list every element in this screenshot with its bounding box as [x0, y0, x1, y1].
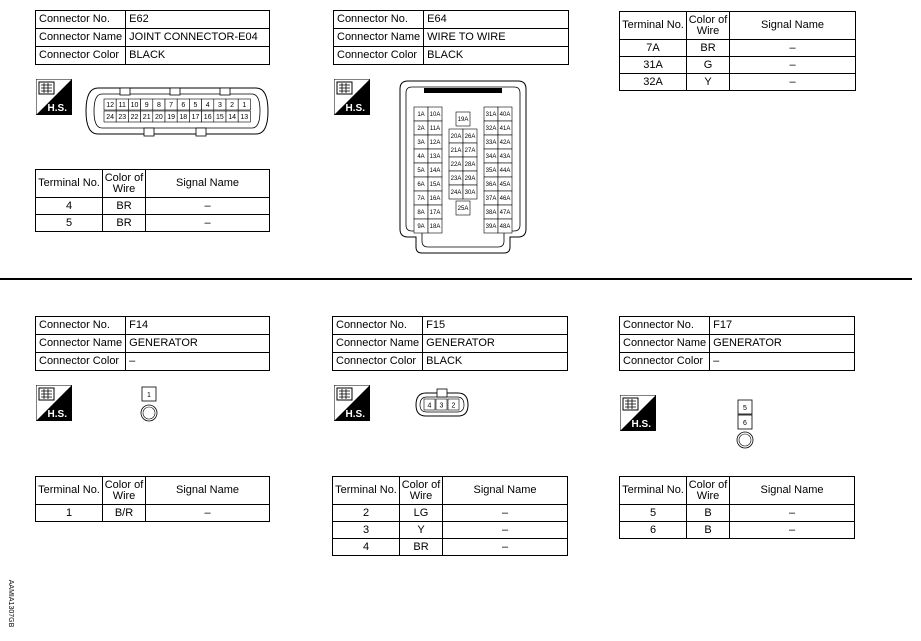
header-color-of-wire: Color of Wire	[400, 477, 443, 505]
pin-label: 21A	[450, 148, 462, 155]
hs-label: H.S.	[47, 409, 67, 420]
header-color-of-wire: Color of Wire	[687, 12, 730, 40]
pin-label: 3A	[417, 140, 425, 147]
pin-label: 21	[142, 114, 151, 122]
header-terminal-no: Terminal No.	[333, 477, 400, 505]
header-terminal-no: Terminal No.	[620, 477, 687, 505]
pin-label: 45A	[499, 182, 511, 189]
label-connector-color: Connector Color	[620, 353, 710, 371]
connector-no-value: E64	[424, 11, 569, 29]
terminal-table-f17	[619, 476, 855, 539]
label-connector-no: Connector No.	[333, 317, 423, 335]
pin-label: 7A	[417, 196, 425, 203]
pin-label: 16A	[429, 196, 441, 203]
pin-label: 6A	[417, 182, 425, 189]
header-signal-name: Signal Name	[146, 477, 270, 505]
connector-name-value: JOINT CONNECTOR-E04	[126, 29, 270, 47]
pin-label: 40A	[499, 112, 511, 119]
pin-label: 6	[181, 102, 186, 110]
pin-label: 34A	[485, 154, 497, 161]
pin-label: 1	[147, 392, 151, 399]
pin-label: 9A	[417, 224, 425, 231]
pin-label: 10A	[429, 112, 441, 119]
pin-label: 8A	[417, 210, 425, 217]
pin-label: 16	[203, 114, 212, 122]
connector-info-e64	[333, 10, 569, 65]
terminal-table-f15	[332, 476, 568, 556]
pin-label: 47A	[499, 210, 511, 217]
pin-label: 38A	[485, 210, 497, 217]
table-row: 3 Y –	[333, 522, 568, 539]
pin-label: 17	[191, 114, 200, 122]
pin-label: 44A	[499, 168, 511, 175]
pin-label: 24A	[450, 190, 462, 197]
table-row: 7A BR –	[620, 40, 856, 57]
pin-label: 19A	[457, 117, 469, 124]
pin-label: 25A	[457, 206, 469, 213]
pin-label: 23	[118, 114, 127, 122]
table-row: 4 BR –	[333, 539, 568, 556]
pin-label: 32A	[485, 126, 497, 133]
connector-no-value: F17	[710, 317, 855, 335]
connector-color-value: BLACK	[424, 47, 569, 65]
connector-name-value: GENERATOR	[423, 335, 568, 353]
hs-icon	[334, 385, 370, 421]
label-connector-no: Connector No.	[620, 317, 710, 335]
pin-label: 22	[130, 114, 139, 122]
pin-label: 48A	[499, 224, 511, 231]
terminal-table-e62	[35, 169, 270, 232]
pin-label: 2	[230, 102, 235, 110]
header-signal-name: Signal Name	[730, 477, 855, 505]
connector-info-f17	[619, 316, 855, 371]
connector-name-value: WIRE TO WIRE	[424, 29, 569, 47]
pin-label: 46A	[499, 196, 511, 203]
pin-label: 14	[228, 114, 236, 122]
label-connector-name: Connector Name	[36, 335, 126, 353]
connector-color-value: –	[710, 353, 855, 371]
pin-label: 4	[427, 402, 432, 410]
label-connector-no: Connector No.	[36, 317, 126, 335]
pin-label: 13A	[429, 154, 441, 161]
pin-label: 42A	[499, 140, 511, 147]
table-row: 32A Y –	[620, 74, 856, 91]
hs-label: H.S.	[345, 103, 365, 114]
label-connector-color: Connector Color	[36, 47, 126, 65]
pin-label: 30A	[464, 190, 476, 197]
pin-label: 17A	[429, 210, 441, 217]
label-connector-name: Connector Name	[333, 335, 423, 353]
label-connector-no: Connector No.	[334, 11, 424, 29]
header-signal-name: Signal Name	[730, 12, 856, 40]
connector-no-value: F14	[126, 317, 270, 335]
connector-face-e62	[84, 84, 270, 138]
pin-label: 28A	[464, 162, 476, 169]
pin-label: 12A	[429, 140, 441, 147]
pin-label: 2	[451, 402, 456, 410]
table-row: 5 B –	[620, 505, 855, 522]
pin-label: 10	[130, 102, 139, 110]
pin-label: 27A	[464, 148, 476, 155]
pin-label: 18	[179, 114, 188, 122]
pin-label: 4A	[417, 154, 425, 161]
pin-label: 13	[240, 114, 249, 122]
table-row: 6 B –	[620, 522, 855, 539]
pin-label: 12	[106, 102, 114, 110]
pin-label: 14A	[429, 168, 441, 175]
header-color-of-wire: Color of Wire	[103, 477, 146, 505]
section-divider	[0, 278, 912, 280]
pin-label: 5	[193, 102, 198, 110]
pin-label: 37A	[485, 196, 497, 203]
connector-no-value: F15	[423, 317, 568, 335]
connector-color-value: BLACK	[126, 47, 270, 65]
hs-label: H.S.	[631, 419, 651, 430]
table-row: 4 BR –	[36, 198, 270, 215]
header-terminal-no: Terminal No.	[36, 170, 103, 198]
pin-label: 24	[106, 114, 114, 122]
table-row: 1 B/R –	[36, 505, 270, 522]
header-signal-name: Signal Name	[443, 477, 568, 505]
hs-label: H.S.	[47, 103, 67, 114]
pin-label: 15A	[429, 182, 441, 189]
pin-label: 35A	[485, 168, 497, 175]
pin-label: 1A	[417, 112, 425, 119]
pin-label: 39A	[485, 224, 497, 231]
pin-label: 41A	[499, 126, 511, 133]
pin-label: 29A	[464, 176, 476, 183]
header-signal-name: Signal Name	[146, 170, 270, 198]
pin-label: 20A	[450, 134, 462, 141]
pin-label: 6	[743, 420, 747, 427]
table-row: 5 BR –	[36, 215, 270, 232]
pin-label: 2A	[417, 126, 425, 133]
pin-label: 11A	[429, 126, 441, 133]
connector-name-value: GENERATOR	[126, 335, 270, 353]
connector-color-value: –	[126, 353, 270, 371]
hs-icon	[36, 385, 72, 421]
pin-label: 8	[156, 102, 161, 110]
table-row: 31A G –	[620, 57, 856, 74]
pin-label: 43A	[499, 154, 511, 161]
connector-info-f15	[332, 316, 568, 371]
header-terminal-no: Terminal No.	[620, 12, 687, 40]
label-connector-no: Connector No.	[36, 11, 126, 29]
label-connector-color: Connector Color	[333, 353, 423, 371]
pin-label: 26A	[464, 134, 476, 141]
pin-label: 18A	[429, 224, 441, 231]
connector-face-f17	[733, 398, 757, 452]
pin-label: 20	[155, 114, 163, 122]
label-connector-color: Connector Color	[36, 353, 126, 371]
pin-label: 31A	[485, 112, 497, 119]
hs-icon	[334, 79, 370, 115]
connector-face-f15	[414, 388, 470, 418]
image-code: AAMIA1307GB	[7, 579, 15, 628]
pin-label: 22A	[450, 162, 462, 169]
connector-no-value: E62	[126, 11, 270, 29]
pin-label: 3	[217, 102, 222, 110]
connector-info-f14	[35, 316, 270, 371]
header-color-of-wire: Color of Wire	[103, 170, 146, 198]
pin-label: 3	[439, 402, 444, 410]
pin-label: 4	[205, 102, 210, 110]
label-connector-name: Connector Name	[36, 29, 126, 47]
label-connector-name: Connector Name	[334, 29, 424, 47]
pin-label: 9	[144, 102, 149, 110]
connector-face-f14	[138, 385, 162, 425]
header-color-of-wire: Color of Wire	[687, 477, 730, 505]
hs-icon	[620, 395, 656, 431]
hs-icon	[36, 79, 72, 115]
connector-name-value: GENERATOR	[710, 335, 855, 353]
pin-label: 5	[743, 405, 747, 412]
header-terminal-no: Terminal No.	[36, 477, 103, 505]
pin-label: 1	[242, 102, 247, 110]
table-row: 2 LG –	[333, 505, 568, 522]
label-connector-name: Connector Name	[620, 335, 710, 353]
label-connector-color: Connector Color	[334, 47, 424, 65]
terminal-table-e64	[619, 11, 856, 91]
pin-label: 11	[118, 102, 126, 110]
pin-label: 5A	[417, 168, 425, 175]
connector-color-value: BLACK	[423, 353, 568, 371]
pin-label: 23A	[450, 176, 462, 183]
terminal-table-f14	[35, 476, 270, 522]
connector-face-e64	[398, 79, 528, 255]
pin-label: 7	[169, 102, 174, 110]
pin-label: 33A	[485, 140, 497, 147]
hs-label: H.S.	[345, 409, 365, 420]
pin-label: 36A	[485, 182, 497, 189]
pin-label: 15	[216, 114, 224, 122]
connector-info-e62	[35, 10, 270, 65]
pin-label: 19	[167, 114, 175, 122]
